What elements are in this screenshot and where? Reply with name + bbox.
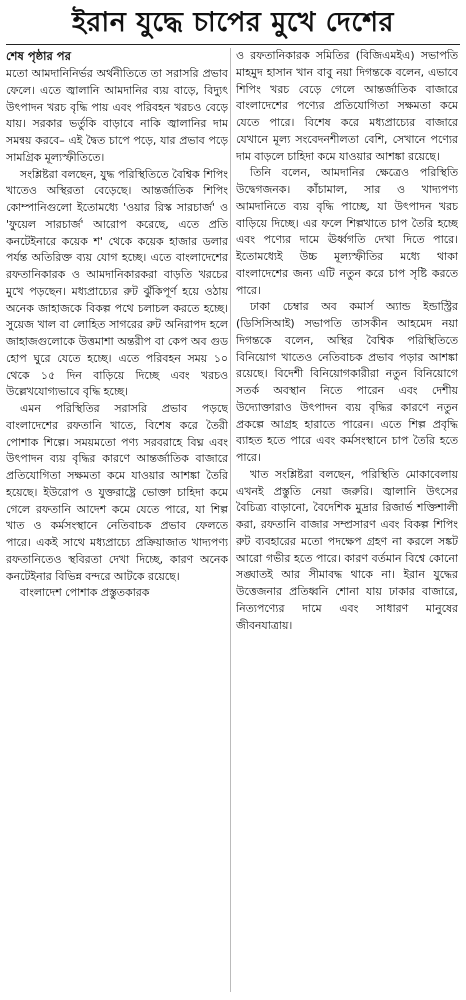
body-paragraph: তিনি বলেন, আমদানির ক্ষেত্রেও পরিস্থিতি উদ্বেগজনক। কাঁচামাল, সার ও খাদ্যপণ্য আমদানিতে ব্যয় বৃদ্ধি পাচ্ছে, যা উৎপাদন খরচ বাড়িয়ে দিচ্ছে। এর ফলে শিল্পখাতে চাপ তৈরি হচ্ছে এবং পণ্যের দামে ঊর্ধ্বগতি দেখা দিতে পারে। ইতোমধ্যেই উচ্চ মূল্যস্ফীতির মধ্যে থাকা বাংলাদেশের জন্য এটি নতুন করে চাপ সৃষ্টি করতে পারে। [236, 166, 458, 297]
body-paragraph: সংশ্লিষ্টরা বলছেন, যুদ্ধ পরিস্থিতিতে বৈশ্বিক শিপিং খাতেও অস্থিরতা বেড়েছে। আন্তর্জাতিক শিপিং কোম্পানিগুলো ইতোমধ্যে 'ওয়ার রিস্ক সারচার্জ' ও 'ফুয়েল সারচার্জ' আরোপ করেছে, এতে প্রতি কনটেইনারে কয়েক শ' থেকে কয়েক হাজার ডলার পর্যন্ত অতিরিক্ত ব্যয় যোগ হচ্ছে। এতে বাংলাদেশের রফতানিকারক ও আমদানিকারকরা বাড়তি খরচের মুখে পড়ছেন। মধ্যপ্রাচ্যের রুট ঝুঁকিপূর্ণ হয়ে ওঠায় অনেক জাহাজকে বিকল্প পথে চলাচল করতে হচ্ছে। সুয়েজ খাল বা লোহিত সাগরের রুট অনিরাপদ হলে জাহাজগুলোকে উত্তমাশা অন্তরীপ বা কেপ অব গুড হোপ ঘুরে যেতে হচ্ছে। এতে পরিবহন সময় ১০ থেকে ১৫ দিন বাড়িয়ে দিচ্ছে এবং খরচও উল্লেখযোগ্যভাবে বৃদ্ধি হচ্ছে। [6, 167, 228, 399]
body-paragraph: মতো আমদানিনির্ভর অর্থনীতিতে তা সরাসরি প্রভাব ফেলে। এতে জ্বালানি আমদানির ব্যয় বাড়ে, বিদ্যুৎ উৎপাদন খরচ বৃদ্ধি পায় এবং পরিবহন খরচও বেড়ে যায়। সরকার ভর্তুকি বাড়াবে নাকি জ্বালানির দাম সমন্বয় করবে– এই দ্বৈত চাপে পড়ে, যার প্রভাব পড়ে সামগ্রিক মূল্যস্ফীতিতে। [6, 67, 228, 164]
headline-rule [6, 44, 460, 45]
body-paragraph: ঢাকা চেম্বার অব কমার্স অ্যান্ড ইন্ডাস্ট্রির (ডিসিসিআই) সভাপতি তাসকীন আহমেদ নয়া দিগন্তকে বলেন, অস্থির বৈশ্বিক পরিস্থিতিতে বিনিয়োগ খাতেও নেতিবাচক প্রভাব পড়ার আশঙ্কা রয়েছে। বিদেশী বিনিয়োগকারীরা নতুন বিনিয়োগে সতর্ক অবস্থান নিতে পারেন এবং দেশীয় উদ্যোক্তারাও উৎপাদন ব্যয় বৃদ্ধির কারণে নতুন প্রকল্পে আগ্রহ হারাতে পারেন। এতে শিল্প প্রবৃদ্ধি ব্যাহত হতে পারে এবং কর্মসংস্থানে চাপ তৈরি হতে পারে। [236, 300, 458, 464]
continued-from-label: শেষ পৃষ্ঠার পর [6, 49, 71, 63]
left-column [6, 48, 228, 994]
right-column [236, 48, 458, 994]
body-paragraph: ও রফতানিকারক সমিতির (বিজিএমইএ) সভাপতি মাহমুদ হাসান খান বাবু নয়া দিগন্তকে বলেন, এভাবে শিপিং খরচ বেড়ে গেলে আন্তর্জাতিক বাজারে বাংলাদেশের পণ্যের প্রতিযোগিতা সক্ষমতা কমে যেতে পারে। বিশেষ করে মধ্যপ্রাচ্যের বাজারে যেখানে মূল্য সংবেদনশীলতা বেশি, সেখানে পণ্যের দাম বাড়লে চাহিদা কমে যাওয়ার আশঙ্কা রয়েছে। [236, 49, 458, 163]
body-paragraph: খাত সংশ্লিষ্টরা বলছেন, পরিস্থিতি মোকাবেলায় এখনই প্রস্তুতি নেয়া জরুরি। জ্বালানি উৎসের বৈচিত্র্য বাড়ানো, বৈদেশিক মুদ্রার রিজার্ভ শক্তিশালী করা, রফতানি বাজার সম্প্রসারণ এবং বিকল্প শিপিং রুট ব্যবহারের মতো পদক্ষেপ গ্রহণ না করলে সঙ্কট আরো গভীর হতে পারে। কারণ বর্তমান বিশ্বে কোনো সঙ্ঘাতই আর সীমাবদ্ধ থাকে না। ইরান যুদ্ধের উত্তেজনার প্রতিধ্বনি শোনা যায় ঢাকার বাজারে, নিত্যপণ্যের দামে এবং সাধারণ মানুষের জীবনযাত্রায়। [236, 467, 458, 632]
body-paragraph: এমন পরিস্থিতির সরাসরি প্রভাব পড়ছে বাংলাদেশের রফতানি খাতে, বিশেষ করে তৈরী পোশাক শিল্পে। সময়মতো পণ্য সরবরাহে বিঘ্ন এবং উৎপাদন ব্যয় বৃদ্ধির কারণে আন্তর্জাতিক বাজারে প্রতিযোগিতা সক্ষমতা কমে যাওয়ার আশঙ্কা তৈরি হয়েছে। ইউরোপ ও যুক্তরাষ্ট্রে ভোক্তা চাহিদা কমে গেলে রফতানি আদেশ কমে যেতে পারে, যা শিল্প খাত ও কর্মসংস্থানে নেতিবাচক প্রভাব ফেলতে পারে। একই সাথে মধ্যপ্রাচ্যে প্রক্রিয়াজাত খাদ্যপণ্য রফতানিতেও স্থবিরতা দেখা দিচ্ছে, কারণ অনেক কনটেইনার বিভিন্ন বন্দরে আটকে রয়েছে। [6, 402, 228, 583]
body-paragraph: বাংলাদেশ পোশাক প্রস্তুতকারক [20, 586, 150, 600]
headline: ইরান যুদ্ধে চাপের মুখে দেশের [72, 7, 394, 38]
column-divider [230, 48, 231, 992]
